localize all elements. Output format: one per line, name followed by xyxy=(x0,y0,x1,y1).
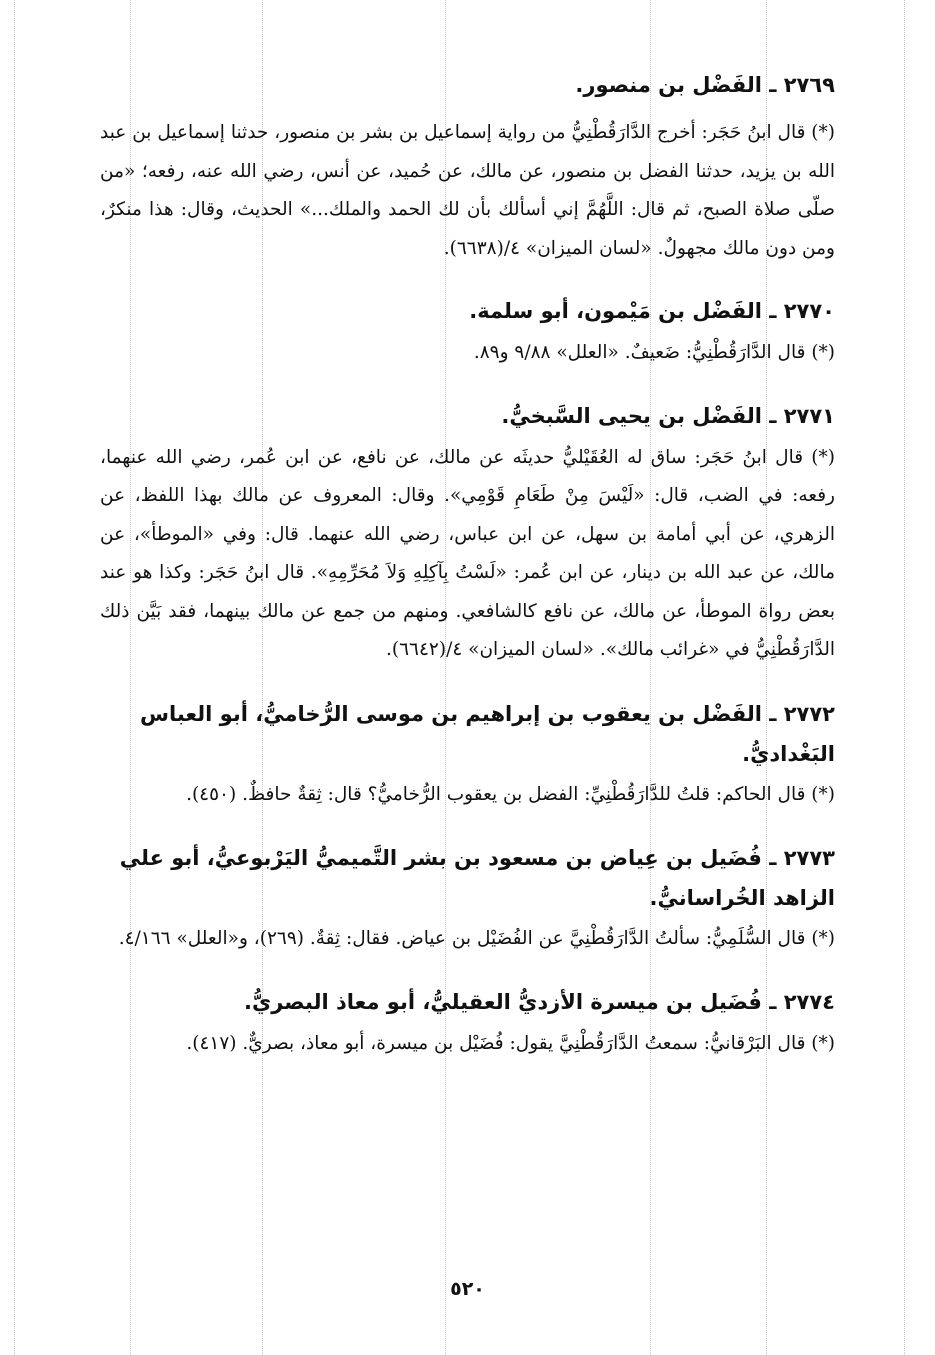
entry-title: ٢٧٧٠ ـ الفَضْل بن مَيْمون، أبو سلمة. xyxy=(469,299,835,323)
entry-body: (*) قال ابنُ حَجَر: أخرج الدَّارَقُطْنِيُّ من رواية إسماعيل بن بشر بن منصور، حدثنا إسماعيل بن عبد الله بن يزيد، حدثنا الفضل بن منصور، عن مالك، عن حُميد، عن أنس، رضي الله عنه، رفعه؛ «من صلّى صلاة الصبح، ثم قال: اللَّهُمَّ إني أسألك بأن لك الحمد والملك...» الحديث، وقال: هذا منكرٌ، ومن دون مالك مجهولٌ. «لسان الميزان» ٤/(٦٦٣٨). xyxy=(100,122,835,259)
entry-body: (*) قال البَرْقانيُّ: سمعتُ الدَّارَقُطْنِيَّ يقول: فُضَيْل بن ميسرة، أبو معاذ، بصريٌّ. (٤١٧). xyxy=(186,1032,835,1054)
entry-2771 xyxy=(100,395,835,670)
entry-2769 xyxy=(100,64,835,268)
entry-body: (*) قال السُّلَمِيُّ: سألتُ الدَّارَقُطْنِيَّ عن الفُضَيْل بن عياض. فقال: ثِقةٌ. (٢٦٩)، و«العلل» ٤/١٦٦. xyxy=(118,928,835,949)
entry-title: ٢٧٧٤ ـ فُضَيل بن ميسرة الأزديُّ العقيليُّ، أبو معاذ البصريُّ. xyxy=(244,989,835,1014)
entry-2773 xyxy=(100,838,835,959)
page-number: ٥٢٠ xyxy=(450,1278,485,1300)
entry-title: ٢٧٧٣ ـ فُضَيل بن عِياض بن مسعود بن بشر التَّميميُّ اليَرْبوعيُّ، أبو علي الزاهد الخُراسانيُّ. xyxy=(119,846,835,910)
entry-2770 xyxy=(100,290,835,373)
scan-artifact-line xyxy=(14,0,15,1355)
entry-body: (*) قال الدَّارَقُطْنِيُّ: ضَعيفٌ. «العلل» ٩/٨٨ و٨٩. xyxy=(473,342,835,363)
entry-body: (*) قال ابنُ حَجَر: ساق له العُقَيْليُّ حديثَه عن مالك، عن نافع، عن ابن عُمر، رضي الله عنهما، رفعه: في الضب، قال: «لَيْسَ مِنْ طَعَامِ قَوْمِي». وقال: المعروف عن مالك بهذا اللفظ، عن الزهري، عن أبي أمامة بن سهل، عن ابن عباس، رضي الله عنهما. قال: وفي «الموطأ»، عن مالك، عن عبد الله بن دينار، عن ابن عُمر: «لَسْتُ بِآكِلِهِ وَلاَ مُحَرِّمِهِ». قال ابنُ حَجَر: وكذا هو عند بعض رواة الموطأ، عن مالك، عن نافع كالشافعي. ومنهم من جمع عن مالك بينهما، فقد بَيَّن ذلك الدَّارَقُطْنِيُّ في «غرائب مالك». «لسان الميزان» ٤/(٦٦٤٢). xyxy=(100,446,835,660)
entry-2774 xyxy=(100,981,835,1064)
entry-2772 xyxy=(100,694,835,815)
document-content xyxy=(100,64,835,1073)
scan-artifact-line xyxy=(904,0,905,1355)
entry-body: (*) قال الحاكم: قلتُ للدَّارَقُطْنِيِّ: الفضل بن يعقوب الرُّخاميُّ؟ قال: ثِقةٌ حافظٌ. (٤٥٠). xyxy=(186,783,835,805)
entry-title: ٢٧٦٩ ـ الفَضْل بن منصور. xyxy=(575,73,835,97)
entry-title: ٢٧٧١ ـ الفَضْل بن يحيى السَّبخيُّ. xyxy=(501,403,835,428)
entry-title: ٢٧٧٢ ـ الفَضْل بن يعقوب بن إبراهيم بن موسى الرُّخاميُّ، أبو العباس البَغْداديُّ. xyxy=(139,701,835,766)
